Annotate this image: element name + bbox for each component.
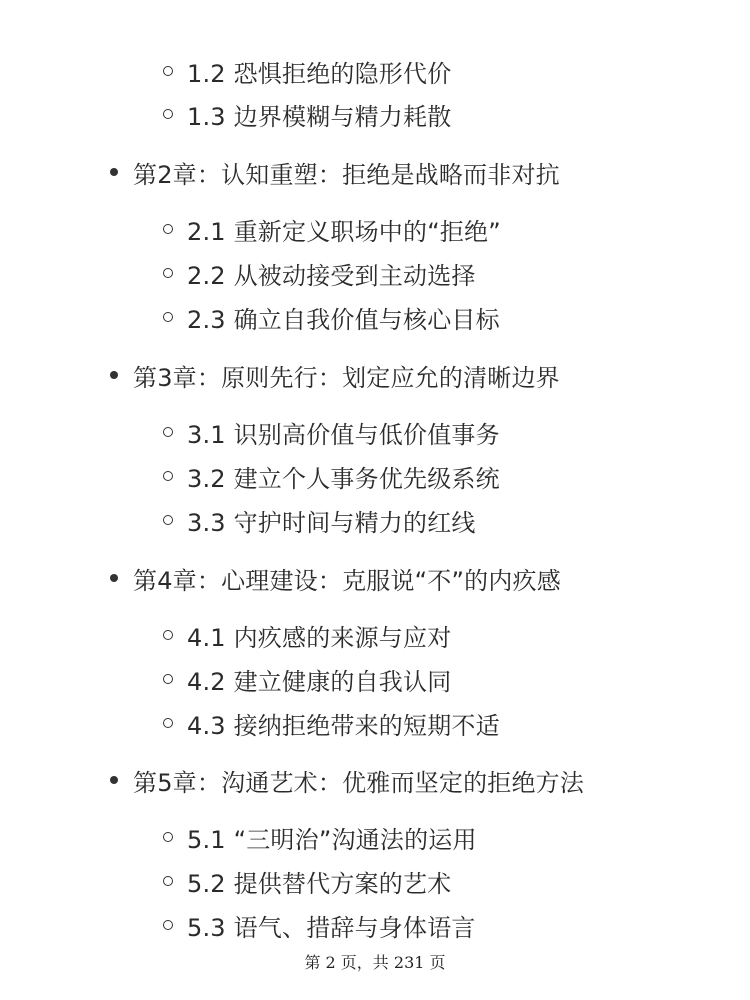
section-5-1: [163, 819, 477, 855]
hollow-bullet-icon: [163, 920, 173, 930]
chapter-3-title: 第3章：原则先行：划定应允的清晰边界: [133, 363, 560, 392]
hollow-bullet-icon: [163, 66, 173, 76]
hollow-bullet-icon: [163, 427, 173, 437]
section-4-2-text: 4.2 建立健康的自我认同: [187, 667, 452, 696]
section-2-2-text: 2.2 从被动接受到主动选择: [187, 261, 476, 290]
hollow-bullet-icon: [163, 630, 173, 640]
section-2-3: [163, 299, 500, 335]
hollow-bullet-icon: [163, 876, 173, 886]
chapter-2: [110, 153, 560, 191]
hollow-bullet-icon: [163, 718, 173, 728]
hollow-bullet-icon: [163, 312, 173, 322]
solid-bullet-icon: [110, 574, 118, 582]
section-4-3-text: 4.3 接纳拒绝带来的短期不适: [187, 711, 500, 740]
section-2-2: [163, 255, 476, 291]
hollow-bullet-icon: [163, 109, 173, 119]
section-3-2: [163, 458, 500, 494]
section-3-3-text: 3.3 守护时间与精力的红线: [187, 508, 476, 537]
hollow-bullet-icon: [163, 224, 173, 234]
hollow-bullet-icon: [163, 832, 173, 842]
section-5-1-text: 5.1 “三明治”沟通法的运用: [187, 825, 477, 854]
section-5-2: [163, 863, 451, 899]
chapter-4: [110, 559, 561, 597]
page-number-footer: 第 2 页，共 231 页: [304, 953, 446, 972]
hollow-bullet-icon: [163, 268, 173, 278]
section-4-1: [163, 617, 451, 653]
hollow-bullet-icon: [163, 674, 173, 684]
hollow-bullet-icon: [163, 515, 173, 525]
solid-bullet-icon: [110, 371, 118, 379]
section-2-1-text: 2.1 重新定义职场中的“拒绝”: [187, 217, 501, 246]
section-5-2-text: 5.2 提供替代方案的艺术: [187, 869, 452, 898]
section-3-2-text: 3.2 建立个人事务优先级系统: [187, 464, 500, 493]
section-4-1-text: 4.1 内疚感的来源与应对: [187, 623, 452, 652]
section-2-3-text: 2.3 确立自我价值与核心目标: [187, 305, 500, 334]
chapter-5: [110, 761, 584, 799]
chapter-4-title: 第4章：心理建设：克服说“不”的内疚感: [133, 566, 561, 595]
section-3-1-text: 3.1 识别高价值与低价值事务: [187, 420, 500, 449]
section-1-3-text: 1.3 边界模糊与精力耗散: [187, 102, 452, 131]
chapter-2-title: 第2章：认知重塑：拒绝是战略而非对抗: [133, 160, 560, 189]
section-1-2-text: 1.2 恐惧拒绝的隐形代价: [187, 59, 452, 88]
section-5-3: [163, 907, 476, 943]
solid-bullet-icon: [110, 776, 118, 784]
section-2-1: [163, 211, 501, 247]
chapter-3: [110, 356, 560, 394]
section-5-3-text: 5.3 语气、措辞与身体语言: [187, 913, 476, 942]
solid-bullet-icon: [110, 168, 118, 176]
section-3-1: [163, 414, 500, 450]
section-4-2: [163, 661, 451, 697]
chapter-5-title: 第5章：沟通艺术：优雅而坚定的拒绝方法: [133, 768, 585, 797]
section-1-2: [163, 53, 451, 89]
section-1-3: [163, 96, 451, 132]
section-4-3: [163, 705, 500, 741]
hollow-bullet-icon: [163, 471, 173, 481]
section-3-3: [163, 502, 476, 538]
